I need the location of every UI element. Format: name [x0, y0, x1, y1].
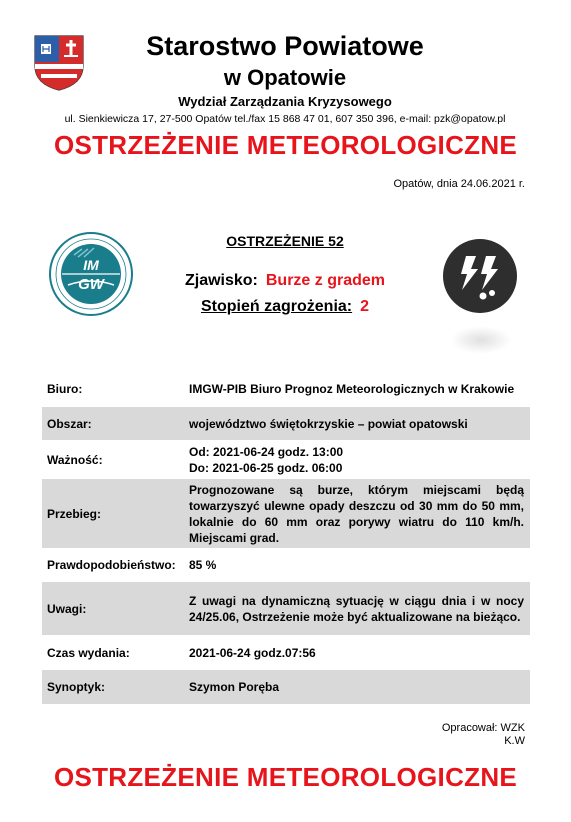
przebieg-label: Przebieg:: [47, 506, 102, 521]
biuro-label: Biuro:: [47, 381, 83, 396]
obszar-label: Obszar:: [47, 416, 92, 431]
warning-number: OSTRZEŻENIE 52: [226, 233, 344, 249]
initials-line: K.W: [504, 735, 525, 747]
przebieg-value: [183, 479, 530, 548]
svg-text:GW: GW: [78, 276, 104, 293]
issue-time-label: Czas wydania:: [47, 645, 130, 660]
table-row: [42, 669, 530, 704]
threat-level-line: [150, 296, 420, 318]
biuro-value: IMGW-PIB Biuro Prognoz Meteorologicznych w Krakowie: [189, 381, 515, 396]
prepared-by-line: Opracował: WZK: [441, 722, 525, 734]
icon-shadow: [450, 326, 512, 354]
threat-level-label: Stopień zagrożenia:: [200, 298, 353, 315]
issue-time-value: 2021-06-24 godz.07:56: [189, 645, 316, 660]
waznosc-value: [183, 441, 530, 478]
phenomenon-value: Burze z gradem: [265, 272, 386, 289]
probability-label: Prawdopodobieństwo:: [47, 558, 176, 572]
przebieg-text: Prognozowane są burze, którym miejscami będą towarzyszyć ulewne opady deszczu od 30 mm do 50 mm, lokalnie do 60 mm oraz porywy wiatru do 110 km/h. Miejscami grad.: [189, 482, 524, 545]
uwagi-label: Uwagi:: [47, 601, 87, 616]
waznosc-label: Ważność:: [47, 452, 103, 467]
svg-text:IM: IM: [83, 257, 99, 273]
warning-details-table: [42, 370, 530, 704]
table-row: [42, 635, 530, 669]
obszar-value: województwo świętokrzyskie – powiat opatowski: [189, 416, 468, 431]
uwagi-text: Z uwagi na dynamiczną sytuację w ciągu dnia i w nocy 24/25.06, Ostrzeżenie może być aktualizowane na bieżąco.: [189, 593, 524, 624]
table-row: [42, 440, 530, 478]
table-row: [42, 478, 530, 548]
department-name: Wydział Zarządzania Kryzysowego: [178, 94, 392, 109]
table-row: [42, 370, 530, 406]
table-row: [42, 548, 530, 581]
imgw-logo: [48, 231, 134, 317]
prepared-by: [442, 722, 525, 748]
synoptyk-value: Szymon Poręba: [189, 680, 280, 694]
phenomenon-line: [150, 270, 420, 292]
synoptyk-label: Synoptyk:: [47, 680, 106, 694]
top-banner: OSTRZEŻENIE METEOROLOGICZNE: [53, 130, 518, 160]
thunderstorm-hail-icon: [442, 238, 518, 314]
bottom-banner: OSTRZEŻENIE METEOROLOGICZNE: [53, 762, 518, 792]
phenomenon-label: Zjawisko:: [184, 272, 258, 289]
date-line: Opatów, dnia 24.06.2021 r.: [393, 178, 525, 190]
table-row: [42, 406, 530, 440]
valid-to: Do: 2021-06-25 godz. 06:00: [189, 460, 343, 475]
probability-value: 85 %: [189, 558, 217, 572]
threat-level-value: 2: [360, 298, 370, 315]
page-title: Starostwo Powiatowe: [146, 31, 424, 61]
contact-line: ul. Sienkiewicza 17, 27-500 Opatów tel./fax 15 868 47 01, 607 350 396, e-mail: pzk@opatow.pl: [64, 113, 506, 125]
page-subtitle: w Opatowie: [223, 65, 347, 90]
coat-of-arms-logo: [33, 34, 85, 92]
uwagi-value: [183, 582, 530, 635]
table-row: [42, 581, 530, 635]
valid-from: Od: 2021-06-24 godz. 13:00: [189, 444, 344, 459]
